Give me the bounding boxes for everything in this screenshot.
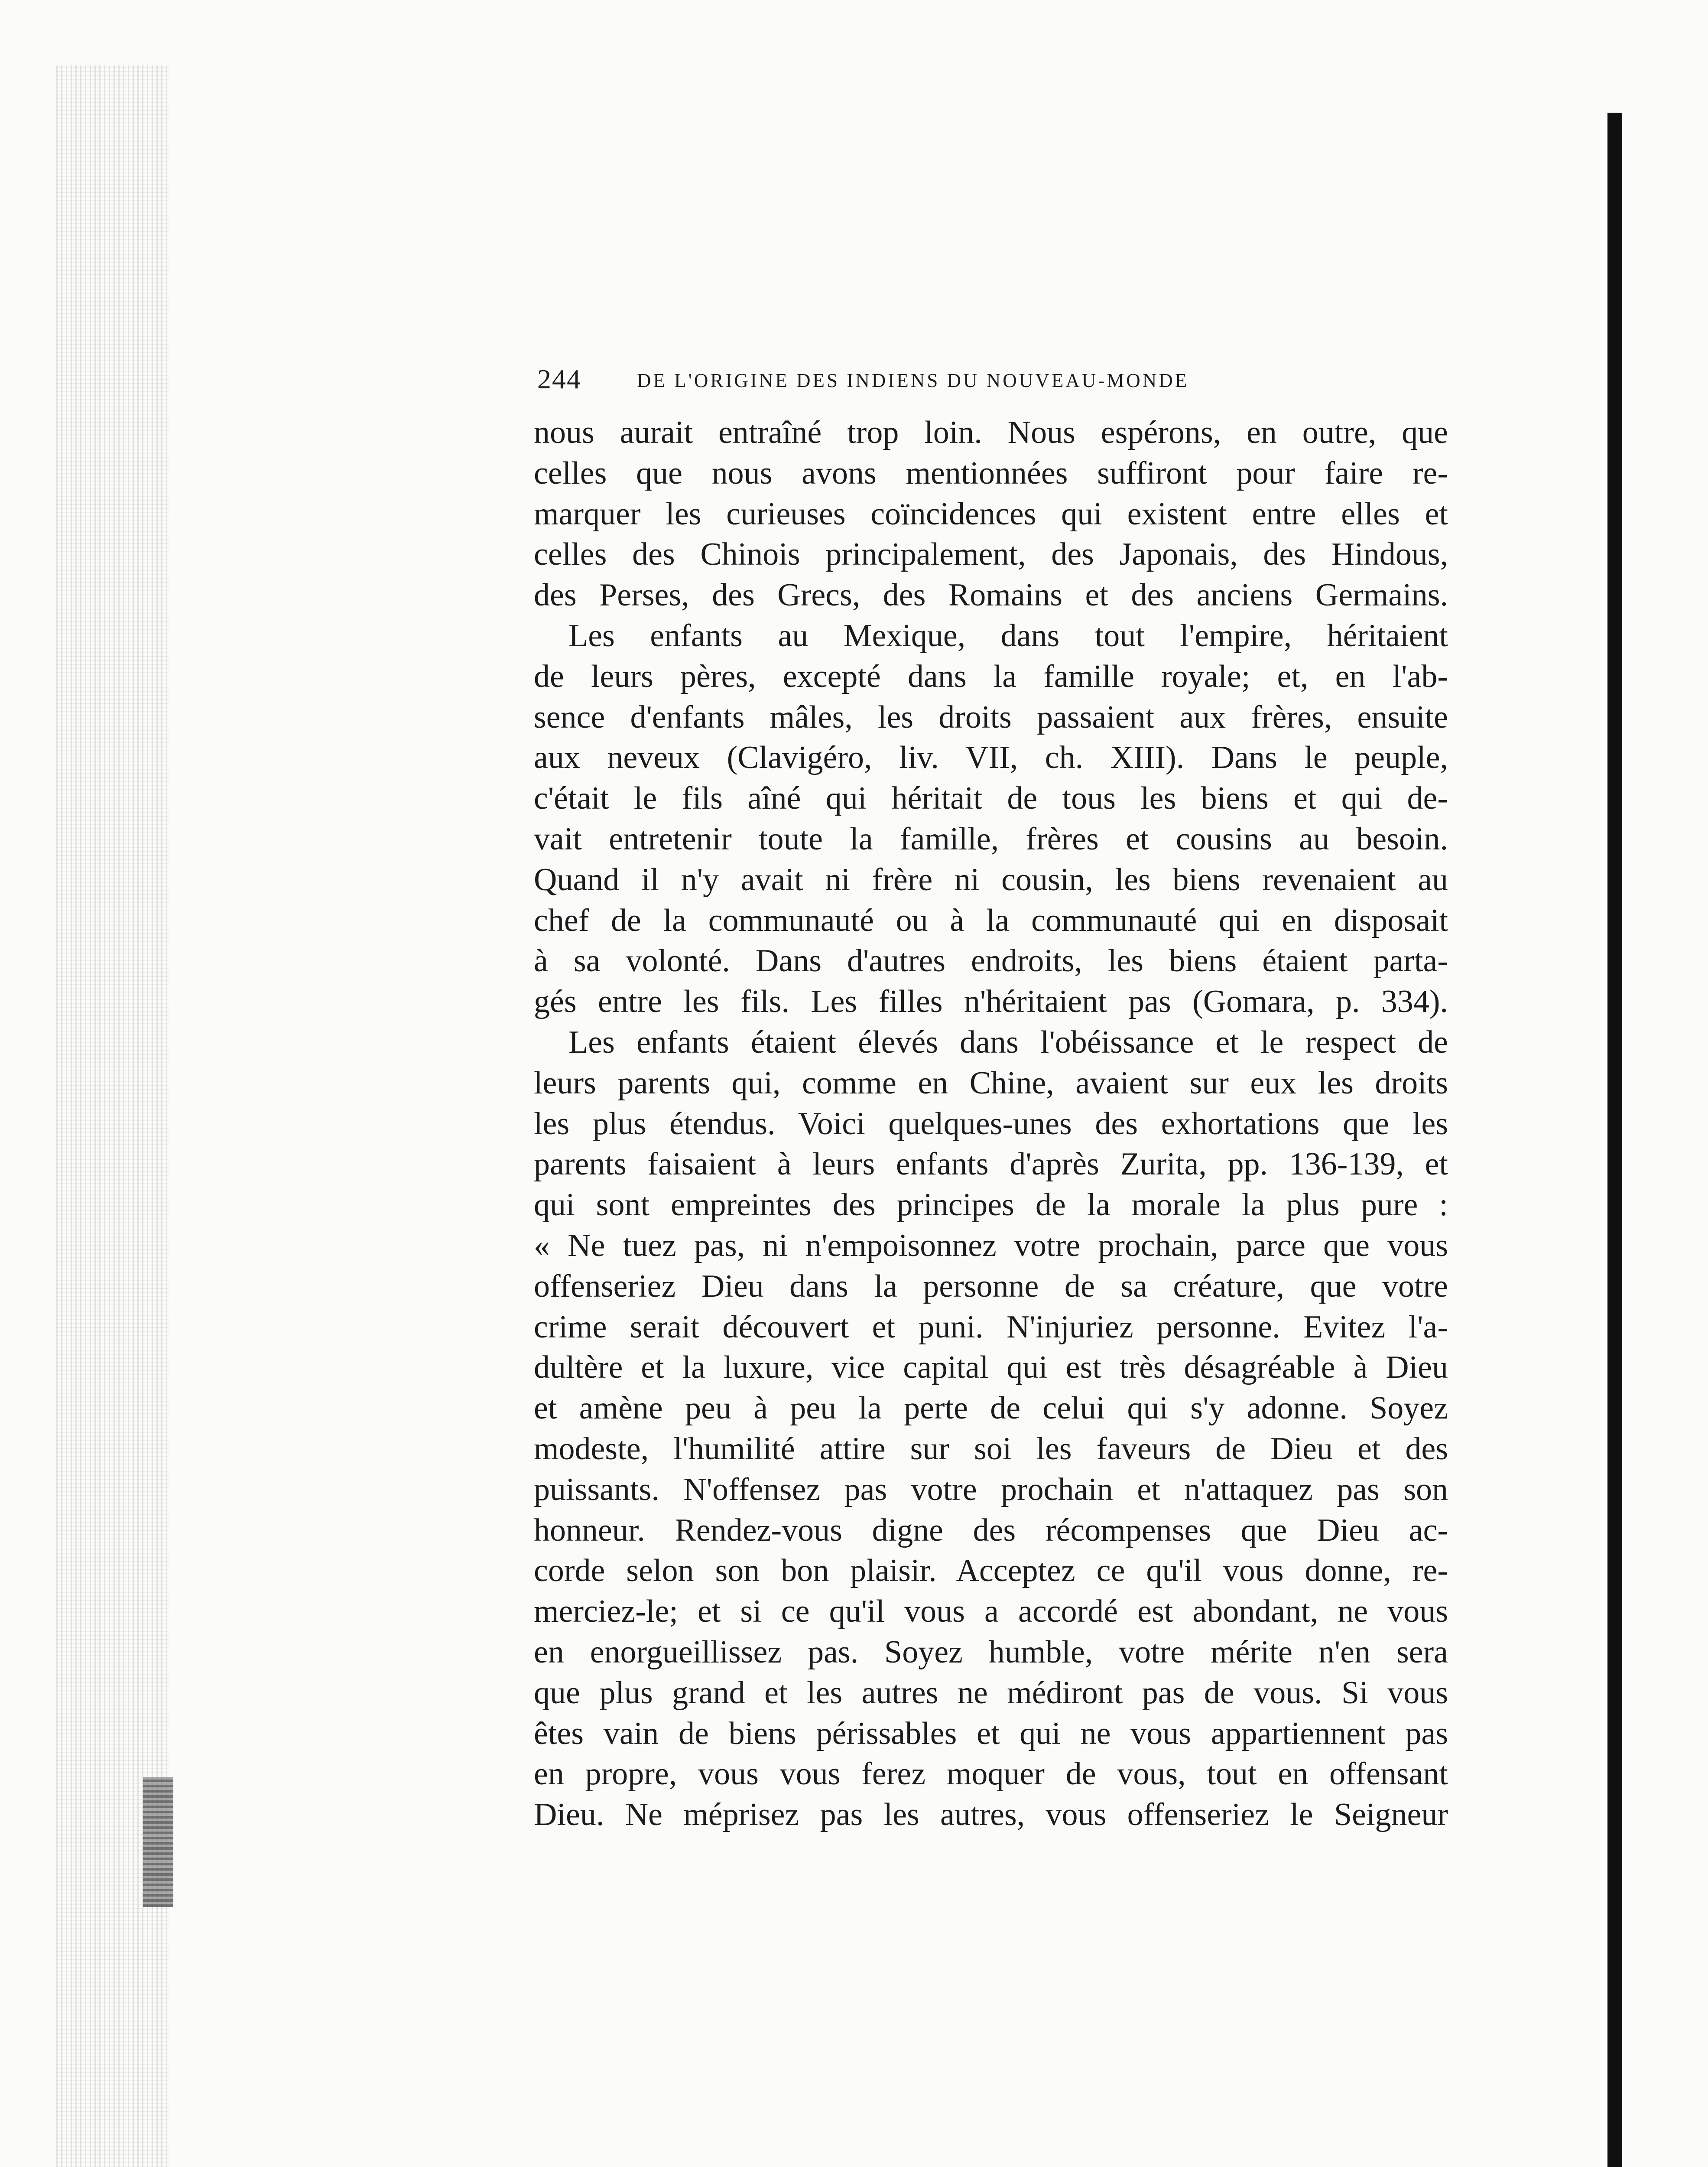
body-text [534,413,1448,1835]
text-line: offenseriez Dieu dans la personne de sa créature, que votre [534,1268,1448,1304]
binding-scan-noise [56,65,169,2167]
text-line: et amène peu à peu la perte de celui qui s'y adonne. Soyez [534,1390,1448,1426]
text-line: celles des Chinois principalement, des Japonais, des Hindous, [534,537,1448,573]
text-line: leurs parents qui, comme en Chine, avaient sur eux les droits [534,1065,1448,1101]
running-title: DE L'ORIGINE DES INDIENS DU NOUVEAU-MONDE [637,370,1189,391]
text-line: dultère et la luxure, vice capital qui est très désagréable à Dieu [534,1350,1448,1386]
text-line: crime serait découvert et puni. N'injuriez personne. Evitez l'a- [534,1309,1448,1345]
text-line: êtes vain de biens périssables et qui ne vous appartiennent pas [534,1715,1448,1751]
text-line: puissants. N'offensez pas votre prochain et n'attaquez pas son [534,1471,1448,1507]
running-header [537,363,1317,402]
text-line: vait entretenir toute la famille, frères et cousins au besoin. [534,821,1448,857]
text-line: aux neveux (Clavigéro, liv. VII, ch. XIII). Dans le peuple, [534,740,1448,776]
text-line: qui sont empreintes des principes de la morale la plus pure : [534,1187,1448,1223]
text-line: des Perses, des Grecs, des Romains et des anciens Germains. [534,577,1448,613]
text-line: les plus étendus. Voici quelques-unes des exhortations que les [534,1106,1448,1142]
text-line: corde selon son bon plaisir. Acceptez ce qu'il vous donne, re- [534,1553,1448,1589]
text-line: que plus grand et les autres ne médiront pas de vous. Si vous [534,1675,1448,1711]
text-line: Les enfants étaient élevés dans l'obéissance et le respect de [568,1024,1448,1060]
page-number: 244 [537,364,581,394]
text-line: nous aurait entraîné trop loin. Nous espérons, en outre, que [534,415,1448,450]
text-line: sence d'enfants mâles, les droits passaient aux frères, ensuite [534,699,1448,735]
text-line: parents faisaient à leurs enfants d'après Zurita, pp. 136-139, et [534,1146,1448,1182]
text-line: gés entre les fils. Les filles n'héritaient pas (Gomara, p. 334). [534,984,1448,1020]
text-line: chef de la communauté ou à la communauté qui en disposait [534,902,1448,938]
text-line: honneur. Rendez-vous digne des récompenses que Dieu ac- [534,1512,1448,1548]
text-line: celles que nous avons mentionnées suffiront pour faire re- [534,455,1448,491]
text-line: de leurs pères, excepté dans la famille royale; et, en l'ab- [534,658,1448,694]
text-line: Les enfants au Mexique, dans tout l'empire, héritaient [568,618,1448,654]
text-line: en enorgueillissez pas. Soyez humble, votre mérite n'en sera [534,1634,1448,1670]
text-line: en propre, vous vous ferez moquer de vous, tout en offensant [534,1756,1448,1792]
text-line: « Ne tuez pas, ni n'empoisonnez votre prochain, parce que vous [534,1227,1448,1263]
text-line: merciez-le; et si ce qu'il vous a accordé est abondant, ne vous [534,1594,1448,1630]
right-edge-rule [1607,113,1622,2167]
text-line: Dieu. Ne méprisez pas les autres, vous offenseriez le Seigneur [534,1797,1448,1833]
text-line: marquer les curieuses coïncidences qui existent entre elles et [534,496,1448,532]
text-line: modeste, l'humilité attire sur soi les faveurs de Dieu et des [534,1431,1448,1467]
text-line: à sa volonté. Dans d'autres endroits, les biens étaient parta- [534,943,1448,979]
text-line: c'était le fils aîné qui héritait de tous les biens et qui de- [534,781,1448,817]
text-line: Quand il n'y avait ni frère ni cousin, les biens revenaient au [534,862,1448,898]
